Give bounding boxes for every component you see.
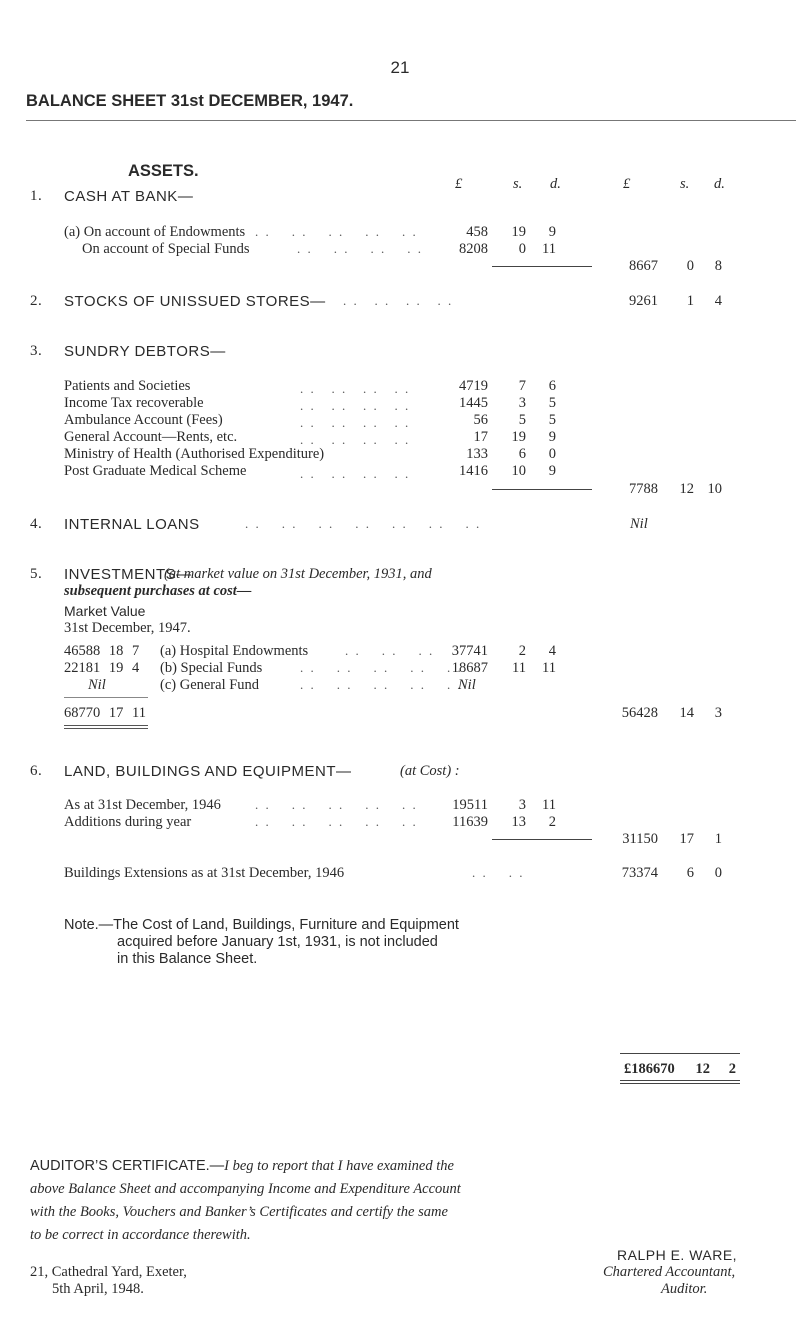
land-total-pence: 1 [714,831,722,847]
cash-row-label: (a) On account of Endowments [64,224,246,240]
land-heading-note: (at Cost) : [400,763,460,779]
stores-number: 2. [30,293,43,309]
cash-row-pounds: 458 [466,224,488,240]
auditor-text: with the Books, Vouchers and Banker’s Certificates and certify the same [30,1204,448,1220]
auditor-address: 21, Cathedral Yard, Exeter, [30,1264,187,1280]
stores-total-shillings: 1 [686,293,694,309]
section-title: ASSETS. [128,162,199,180]
investments-total-pence: 3 [714,705,722,721]
investment-row-label: (c) General Fund [160,677,260,693]
debtor-row-pounds: 4719 [459,378,488,394]
market-value-underline [64,725,148,726]
stores-total-pounds: 9261 [629,293,658,309]
debtor-row-shillings: 3 [518,395,526,411]
auditor-name: RALPH E. WARE, [617,1247,738,1263]
market-value-rule [64,697,148,698]
title-rule [26,120,796,121]
leader-dots: . . . . . . . . . . [300,677,463,692]
land-number: 6. [30,763,43,779]
leader-dots: . . . . . . . . [343,293,454,308]
market-value-label: Market Value [64,603,146,619]
debtor-row-pence: 9 [548,429,556,445]
note-line: in this Balance Sheet. [117,951,258,967]
grand-total-rule [620,1053,740,1054]
debtors-total-pence: 10 [707,481,722,497]
grand-total-shillings: 12 [695,1061,710,1077]
auditor-title: Chartered Accountant, [603,1264,736,1280]
investments-heading-note2: subsequent purchases at cost— [64,583,252,599]
debtors-heading: SUNDRY DEBTORS— [64,343,226,360]
investment-row-shillings: 11 [512,660,526,676]
leader-dots: . . . . . . . . . . [300,660,463,675]
cash-heading: CASH AT BANK— [64,188,194,205]
leader-dots: . . . . [472,865,525,880]
debtor-row-pence: 9 [548,463,556,479]
land-row-label: As at 31st December, 1946 [64,797,221,813]
col-header-pounds-2: £ [623,176,631,192]
debtor-row-label: General Account—Rents, etc. [64,429,238,445]
auditor-text: I beg to report that I have examined the [224,1158,454,1174]
investment-row-pounds: Nil [458,677,476,693]
debtor-row-pounds: 1416 [459,463,488,479]
leader-dots: . . . . . . . . . . . . . . [245,516,482,531]
investment-row-pence: 11 [542,660,556,676]
loans-total: Nil [630,516,648,532]
col-header-pounds-1: £ [455,176,463,192]
auditor-role: Auditor. [661,1281,708,1297]
grand-total-underline [620,1080,740,1081]
cash-row-shillings: 0 [518,241,526,257]
investments-total-shillings: 14 [679,705,694,721]
investments-heading: INVESTMENTS— [64,566,192,583]
stores-heading: STOCKS OF UNISSUED STORES— [64,293,326,310]
subtotal-rule [492,839,592,840]
investments-heading-note: (at market value on 31st December, 1931, and [164,566,432,582]
market-value-amount: 22181 19 4 [64,660,140,676]
debtors-number: 3. [30,343,43,359]
land-total-shillings: 17 [679,831,694,847]
debtor-row-shillings: 7 [518,378,526,394]
debtor-row-pence: 5 [548,395,556,411]
debtor-row-pounds: 1445 [459,395,488,411]
col-header-shillings-2: s. [680,176,690,192]
market-value-amount: Nil [88,677,106,693]
auditor-date: 5th April, 1948. [52,1281,144,1297]
debtor-row-pence: 0 [548,446,556,462]
market-value-underline [64,728,148,729]
debtor-row-label: Income Tax recoverable [64,395,204,411]
land-row-shillings: 13 [511,814,526,830]
debtors-total-shillings: 12 [679,481,694,497]
loans-number: 4. [30,516,43,532]
auditor-text: above Balance Sheet and accompanying Income and Expenditure Account [30,1181,461,1197]
cash-row-label: On account of Special Funds [82,241,250,257]
land-row-pounds: 19511 [452,797,488,813]
investment-row-shillings: 2 [518,643,526,659]
stores-total-pence: 4 [714,293,722,309]
land-row-shillings: 3 [518,797,526,813]
market-value-date: 31st December, 1947. [64,620,191,636]
debtor-row-pence: 5 [548,412,556,428]
cash-row-shillings: 19 [511,224,526,240]
extensions-shillings: 6 [686,865,694,881]
leader-dots: . . . . . . . . . . [255,797,418,812]
loans-heading: INTERNAL LOANS [64,516,200,533]
investments-number: 5. [30,566,43,582]
investment-row-pounds: 37741 [451,643,488,659]
debtor-row-shillings: 5 [518,412,526,428]
market-value-amount: 46588 18 7 [64,643,140,659]
page-number: 21 [390,58,410,77]
debtor-row-label: Post Graduate Medical Scheme [64,463,247,479]
investment-row-label: (a) Hospital Endowments [160,643,309,659]
debtor-row-label: Ambulance Account (Fees) [64,412,223,428]
debtor-row-pence: 6 [548,378,556,394]
debtor-row-label: Patients and Societies [64,378,191,394]
extensions-pence: 0 [714,865,722,881]
land-heading: LAND, BUILDINGS AND EQUIPMENT— [64,763,352,780]
land-total-pounds: 31150 [622,831,658,847]
land-row-pounds: 11639 [452,814,488,830]
investment-row-pence: 4 [548,643,556,659]
leader-dots: . . . . . . . . . . [255,814,418,829]
cash-total-pence: 8 [714,258,722,274]
investment-row-label: (b) Special Funds [160,660,263,676]
extensions-pounds: 73374 [621,865,658,881]
investment-row-pounds: 18687 [451,660,488,676]
leader-dots: . . . . . . . . . . [255,224,418,239]
market-value-total: 68770 17 11 [64,705,146,721]
col-header-shillings-1: s. [513,176,523,192]
land-row-pence: 2 [548,814,556,830]
auditor-text: to be correct in accordance therewith. [30,1227,251,1243]
cash-number: 1. [30,188,43,204]
page-title: BALANCE SHEET 31st DECEMBER, 1947. [26,92,354,110]
debtor-row-pounds: 17 [473,429,488,445]
note-line: Note.—The Cost of Land, Buildings, Furniture and Equipment [64,917,459,933]
debtor-row-pounds: 133 [466,446,488,462]
cash-row-pounds: 8208 [459,241,488,257]
grand-total-pounds: £186670 [624,1061,675,1077]
debtor-row-shillings: 10 [511,463,526,479]
note-line: acquired before January 1st, 1931, is not included [117,934,438,950]
cash-total-shillings: 0 [686,258,694,274]
subtotal-rule [492,489,592,490]
debtor-row-shillings: 6 [518,446,526,462]
debtor-row-shillings: 19 [511,429,526,445]
extensions-label: Buildings Extensions as at 31st December, 1946 [64,865,345,881]
cash-row-pence: 9 [548,224,556,240]
cash-row-pence: 11 [542,241,556,257]
col-header-pence-1: d. [550,176,561,192]
investments-total-pounds: 56428 [621,705,658,721]
debtor-row-pounds: 56 [473,412,488,428]
land-row-pence: 11 [542,797,556,813]
grand-total-pence: 2 [728,1061,736,1077]
debtors-total-pounds: 7788 [629,481,658,497]
leader-dots: . . . . . . . . . . . . . . . . . . . . . . . . . . . . . . . . . . . . . . . . [300,381,411,481]
land-row-label: Additions during year [64,814,192,830]
subtotal-rule [492,266,592,267]
cash-total-pounds: 8667 [629,258,658,274]
leader-dots: . . . . . . [345,643,435,658]
col-header-pence-2: d. [714,176,725,192]
auditor-heading: AUDITOR’S CERTIFICATE.— [30,1158,225,1174]
debtor-row-label: Ministry of Health (Authorised Expenditure) [64,446,325,462]
auditor-line-1 [30,1158,454,1175]
leader-dots: . . . . . . . . [255,241,423,256]
grand-total-underline [620,1083,740,1084]
